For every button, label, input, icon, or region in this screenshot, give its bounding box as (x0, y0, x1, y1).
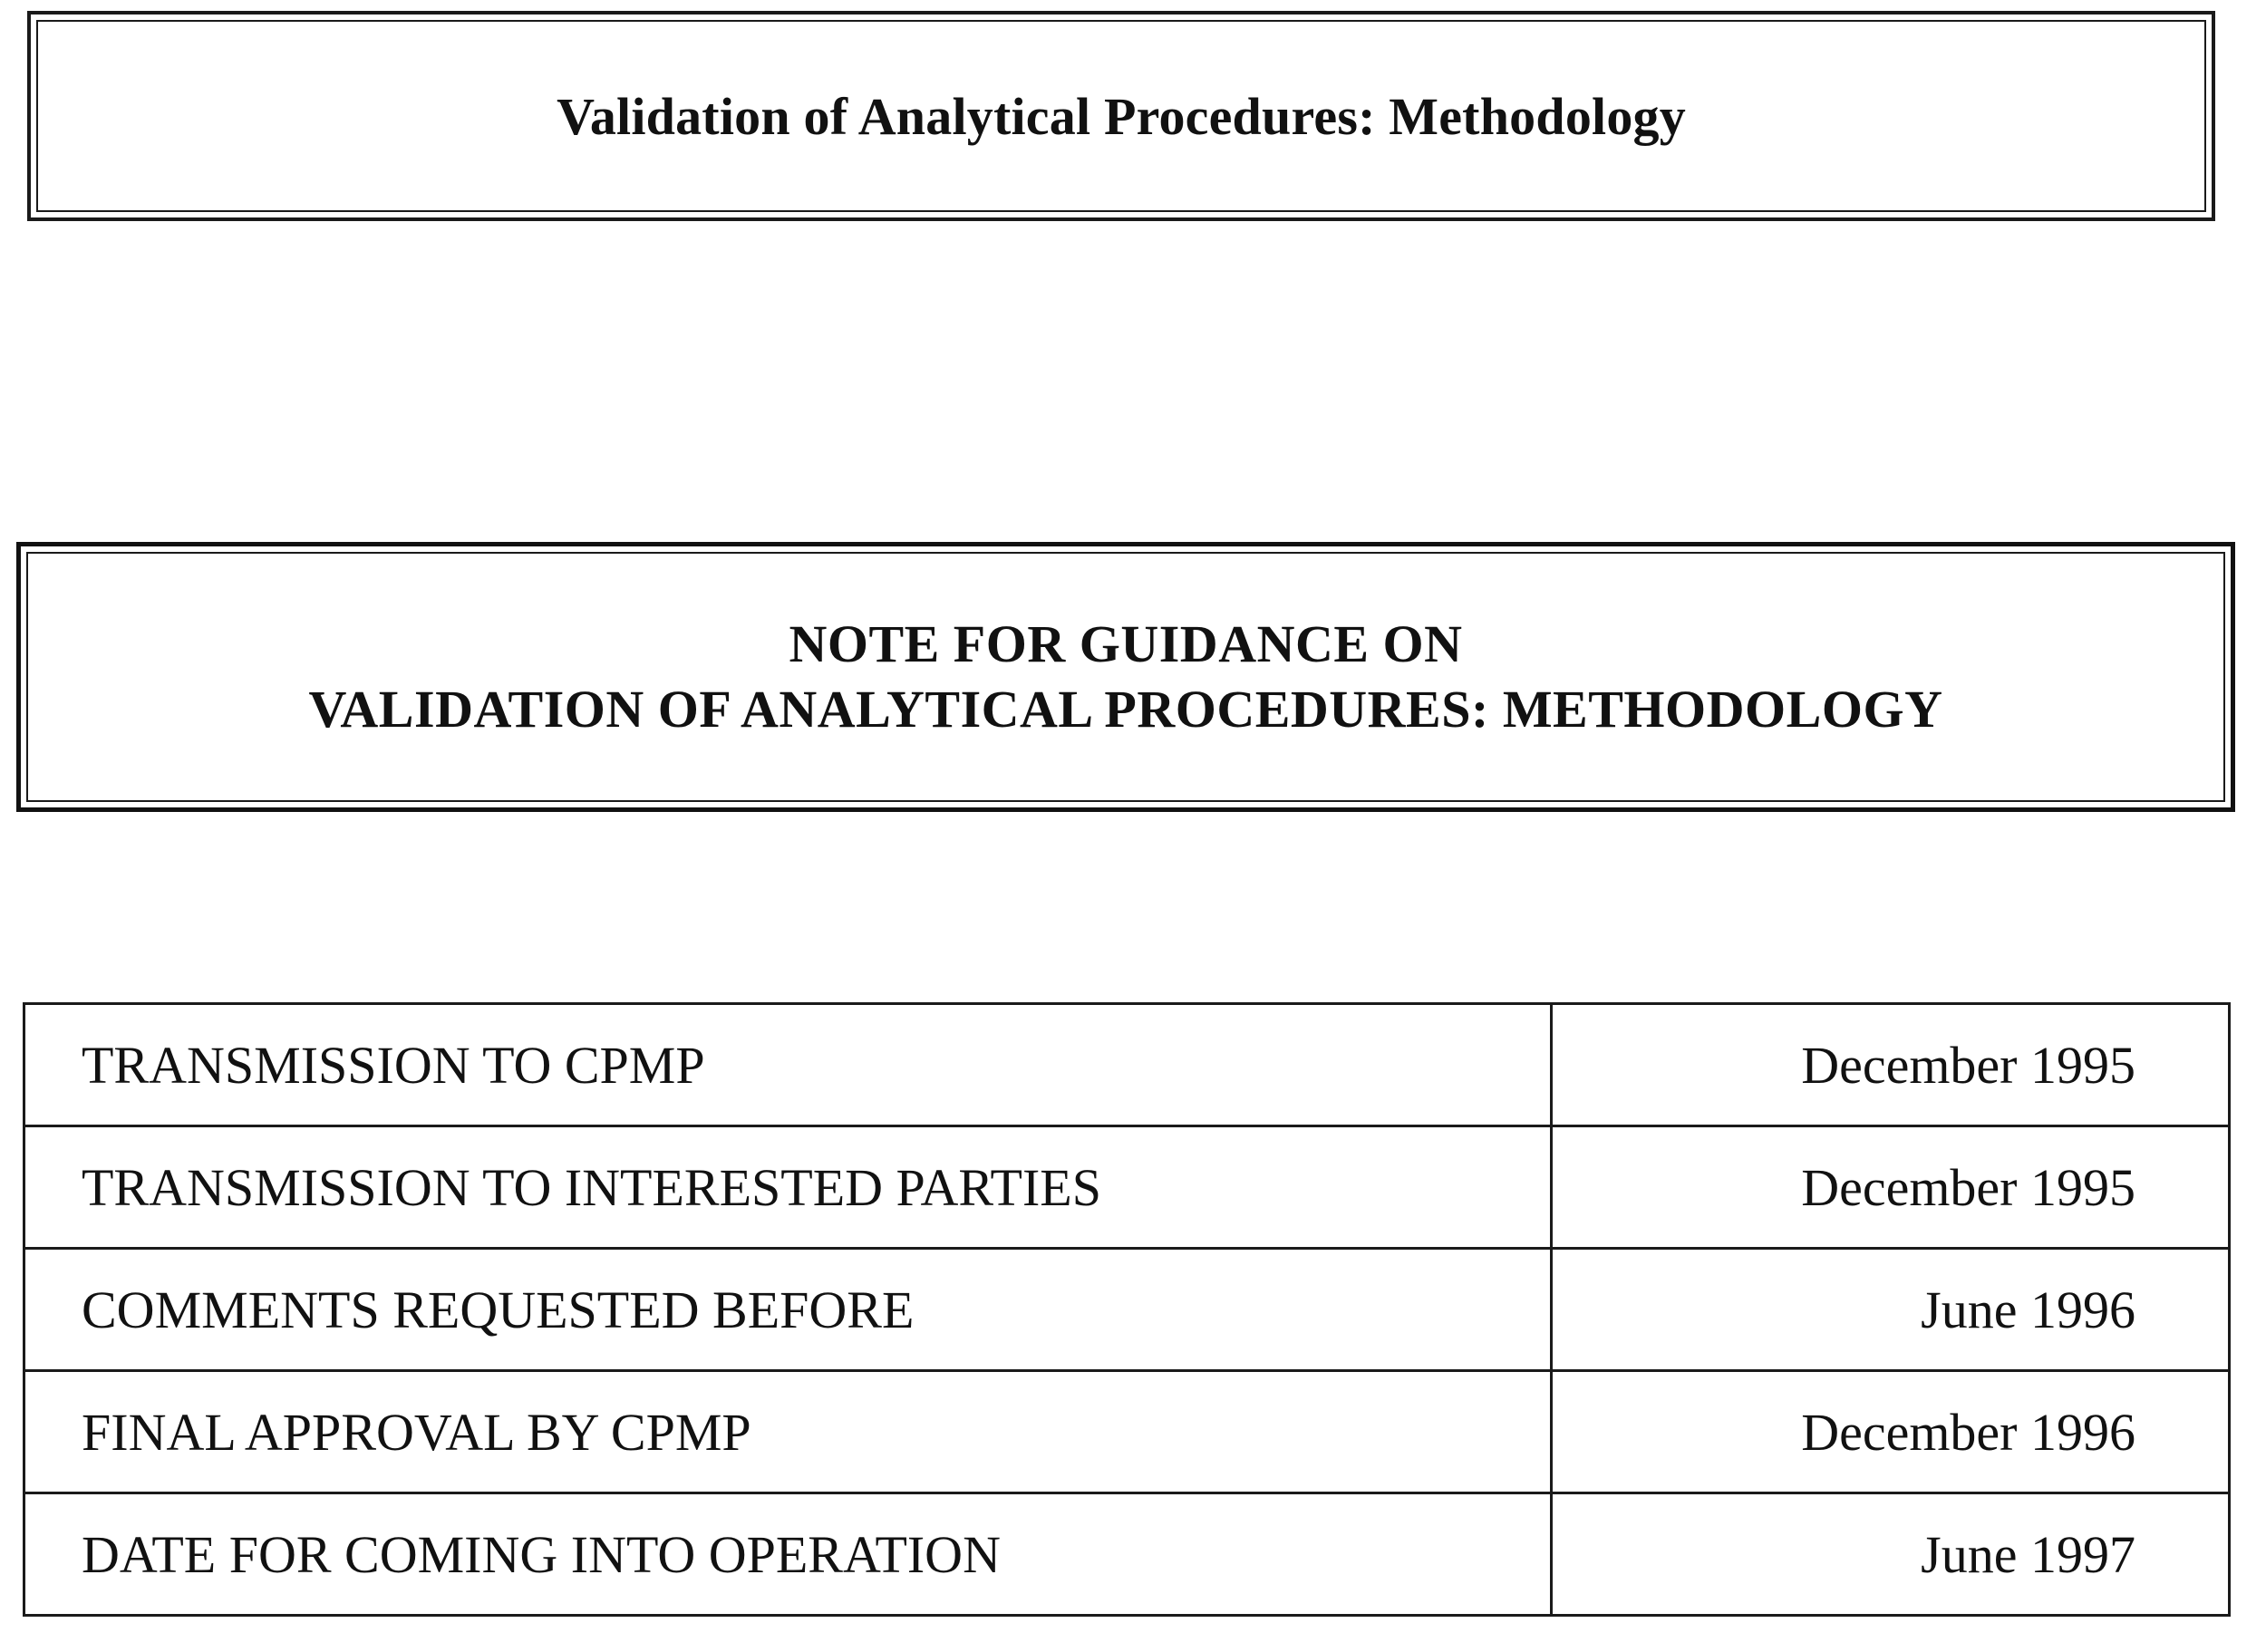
milestone-label: TRANSMISSION TO CPMP (24, 1004, 1552, 1126)
milestone-label: TRANSMISSION TO INTERESTED PARTIES (24, 1126, 1552, 1249)
milestone-label: DATE FOR COMING INTO OPERATION (24, 1493, 1552, 1616)
milestone-date: December 1995 (1552, 1126, 2230, 1249)
note-for-guidance-inner-frame (26, 552, 2225, 802)
note-heading-line-1: NOTE FOR GUIDANCE ON (789, 614, 1463, 673)
milestone-label: FINAL APPROVAL BY CPMP (24, 1371, 1552, 1493)
table-row (24, 1004, 2230, 1126)
milestone-label: COMMENTS REQUESTED BEFORE (24, 1249, 1552, 1371)
milestone-date: December 1995 (1552, 1004, 2230, 1126)
milestone-dates-table (23, 1002, 2231, 1617)
note-for-guidance-box (16, 542, 2235, 812)
milestone-date: June 1996 (1552, 1249, 2230, 1371)
milestone-date: June 1997 (1552, 1493, 2230, 1616)
table-row (24, 1249, 2230, 1371)
document-header-inner-frame (36, 20, 2206, 212)
note-heading-line-2: VALIDATION OF ANALYTICAL PROCEDURES: METHODOLOGY (308, 680, 1943, 739)
document-title: Validation of Analytical Procedures: Methodology (557, 86, 1686, 146)
milestone-date: December 1996 (1552, 1371, 2230, 1493)
document-header-box (27, 11, 2215, 221)
table-row (24, 1493, 2230, 1616)
table-row (24, 1371, 2230, 1493)
table-row (24, 1126, 2230, 1249)
